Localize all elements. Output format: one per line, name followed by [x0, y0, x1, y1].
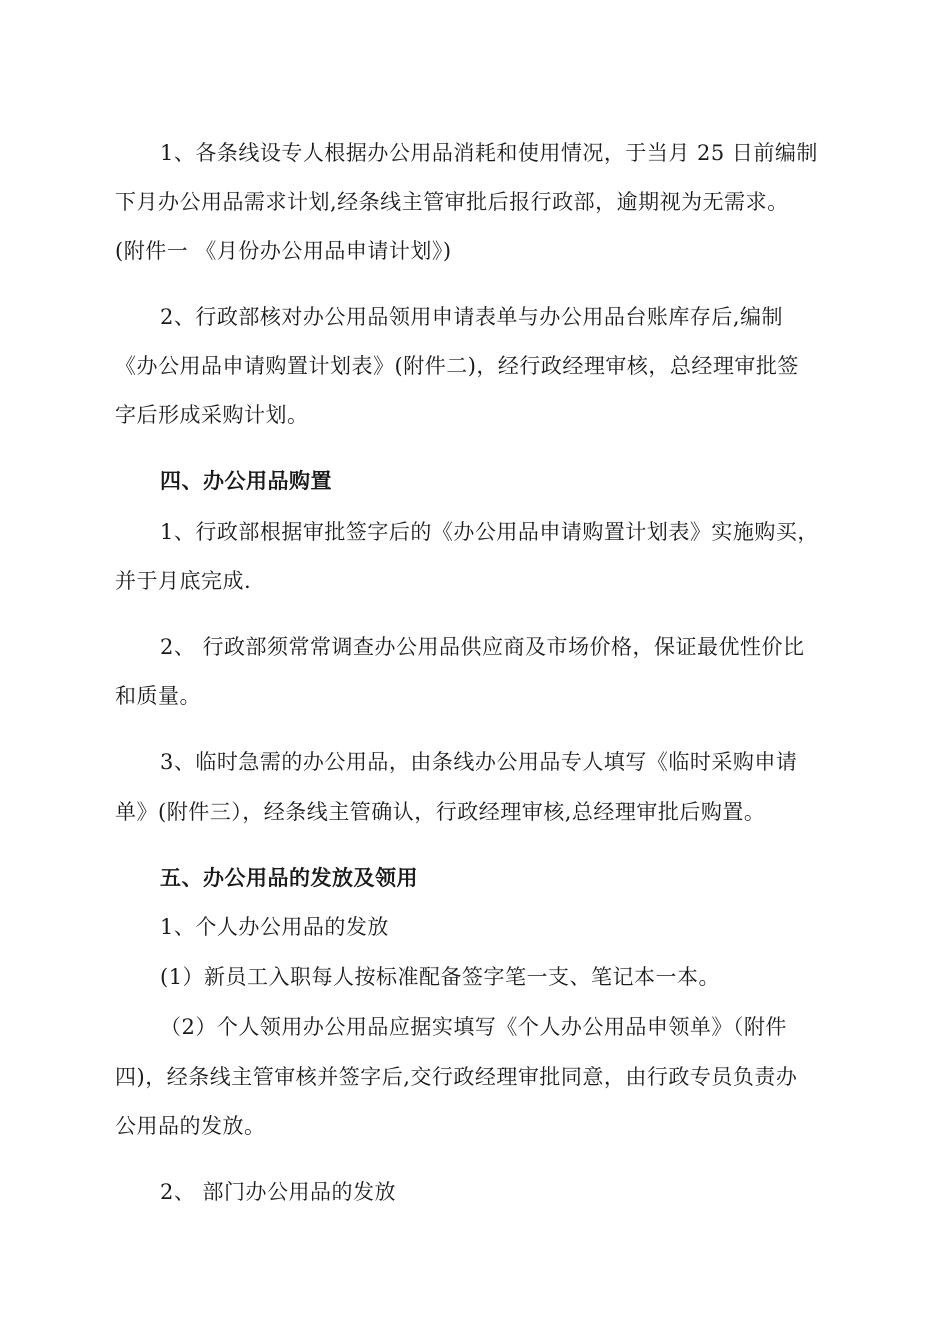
paragraph-1-line-2: 下月办公用品需求计划,经条线主管审批后报行政部，逾期视为无需求。 — [115, 190, 789, 214]
item-personal-request-line-2: 四)，经条线主管审核并签字后,交行政经理审批同意，由行政专员负责办 — [115, 1065, 798, 1089]
paragraph-purchase-2-line-1: 2、 行政部须常常调查办公用品供应商及市场价格，保证最优性价比 — [160, 635, 805, 659]
section-heading-purchase: 四、办公用品购置 — [160, 469, 332, 493]
paragraph-2-line-3: 字后形成采购计划。 — [115, 403, 309, 427]
section-heading-distribution: 五、办公用品的发放及领用 — [160, 866, 418, 890]
paragraph-purchase-3-line-2: 单》(附件三），经条线主管确认，行政经理审核,总经理审批后购置。 — [115, 800, 766, 824]
paragraph-purchase-3-line-1: 3、临时急需的办公用品，由条线办公用品专人填写《临时采购申请 — [160, 750, 798, 774]
item-new-employee: (1）新员工入职每人按标准配备签字笔一支、笔记本一本。 — [160, 965, 721, 989]
paragraph-purchase-1-line-1: 1、行政部根据审批签字后的《办公用品申请购置计划表》实施购买， — [160, 520, 819, 544]
item-personal-request-line-3: 公用品的发放。 — [115, 1114, 266, 1138]
subsection-personal-distribution: 1、个人办公用品的发放 — [160, 915, 389, 939]
paragraph-1-line-1: 1、各条线设专人根据办公用品消耗和使用情况，于当月 25 日前编制 — [160, 141, 818, 165]
paragraph-purchase-1-line-2: 并于月底完成. — [115, 569, 252, 593]
paragraph-1-line-3: (附件一 《月份办公用品申请计划》) — [115, 239, 452, 263]
paragraph-purchase-2-line-2: 和质量。 — [115, 684, 201, 708]
paragraph-2-line-2: 《办公用品申请购置计划表》(附件二)，经行政经理审核，总经理审批签 — [115, 354, 799, 378]
paragraph-2-line-1: 2、行政部核对办公用品领用申请表单与办公用品台账库存后,编制 — [160, 305, 784, 329]
item-personal-request-line-1: （2）个人领用办公用品应据实填写《个人办公用品申领单》（附件 — [160, 1015, 787, 1039]
subsection-department-distribution: 2、 部门办公用品的发放 — [160, 1180, 397, 1204]
